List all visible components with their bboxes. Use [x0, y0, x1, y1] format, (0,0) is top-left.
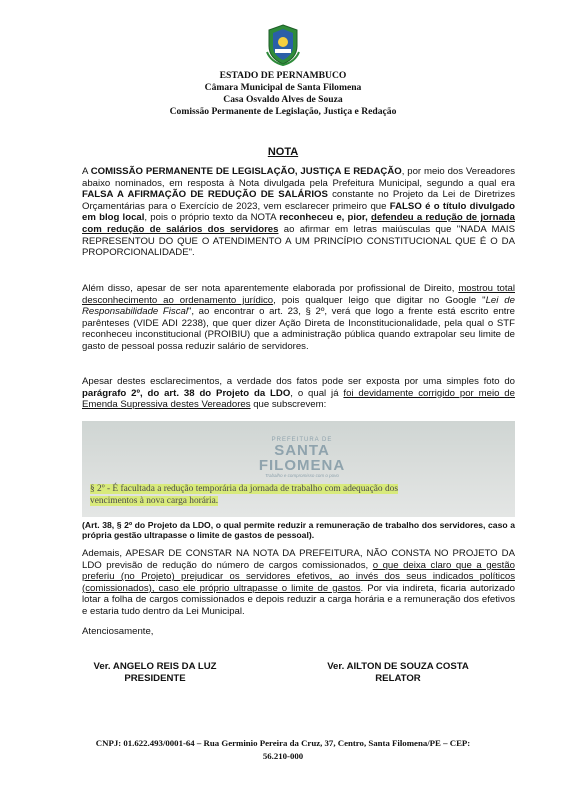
municipal-crest-icon [263, 22, 303, 66]
paragraph-1: A COMISSÃO PERMANENTE DE LEGISLAÇÃO, JUSTIÇA E REDAÇÃO, por meio dos Vereadores abaixo nominados, em resposta à Nota divulgada pela Prefeitura Municipal, segundo a qual era FALSA A AFIRMAÇÃO DE REDUÇÃO DE SALÁRIOS constante no Projeto da Lei de Diretrizes Orçamentárias para o Exercício de 2023, vem esclarecer primeiro que FALSO é o título divulgado em blog local, pois o próprio texto da NOTA reconheceu e, pior, defendeu a redução de jornada com redução de salários dos servidores ao afirmar em letras maiúsculas que "NADA MAIS REPRESENTOU DO QUE O ATENDIMENTO A UM PRINCÍPIO CONSTITUCIONAL QUE É O DA PROPORCIONALIDADE". [82, 166, 515, 259]
header-chamber: Câmara Municipal de Santa Filomena [204, 82, 362, 93]
closing: Atenciosamente, [82, 626, 154, 637]
signature-president: Ver. ANGELO REIS DA LUZ PRESIDENTE [93, 661, 217, 684]
article-excerpt: § 2º - É facultada a redução temporária da jornada de trabalho com adequação dos vencimentos à nova carga horária. [90, 484, 398, 506]
header-commission: Comissão Permanente de Legislação, Justiça e Redação [169, 106, 397, 117]
header-house: Casa Osvaldo Alves de Souza [223, 94, 343, 105]
footer-address: CNPJ: 01.622.493/0001-64 – Rua Germinio Pereira da Cruz, 37, Centro, Santa Filomena/PE – CEP: 56.210-000 [95, 738, 471, 761]
header-state: ESTADO DE PERNAMBUCO [219, 70, 347, 81]
letterhead [0, 70, 566, 118]
paragraph-4: Ademais, APESAR DE CONSTAR NA NOTA DA PREFEITURA, NÃO CONSTA NO PROJETO DA LDO previsão de redução do número de cargos comissionados, o que deixa claro que a gestão preferiu (no Projeto) prejudicar os servidores efetivos, ao invés dos seus indicados políticos (comissionados), caso ele próprio ultrapasse o limite de gastos. Por via indireta, ficaria autorizado lotar a folha de cargos comissionados e depois reduzir a carga horária e a remuneração dos efetivos e estaria tudo dentro da Lei Municipal. [82, 548, 515, 617]
paragraph-3: Apesar destes esclarecimentos, a verdade dos fatos pode ser exposta por uma simples foto do parágrafo 2º, do art. 38 do Projeto da LDO, o qual já foi devidamente corrigido por meio de Emenda Supressiva destes Vereadores que subscrevem: [82, 376, 515, 411]
photo-caption: (Art. 38, § 2º do Projeto da LDO, o qual permite reduzir a remuneração de trabalho dos servidores, caso a própria gestão ultrapasse o limite de gastos de pessoal). [82, 520, 515, 541]
paragraph-2: Além disso, apesar de ser nota aparentemente elaborada por profissional de Direito, mostrou total desconhecimento ao ordenamento jurídico, pois qualquer leigo que digitar no Google "Lei de Responsabilidade Fiscal", ao encontrar o art. 23, § 2º, verá que logo a frente está escrito entre parênteses (VIDE ADI 2238), que quer dizer Ação Direta de Inconstitucionalidade, pela qual o STF reconheceu inconstitucional (PROIBIU) que a administração pública quando extrapolar seu limite de gasto de pessoal possa reduzir salário de servidores. [82, 283, 516, 352]
prefeitura-logo: PREFEITURA DE SANTA FILOMENA Trabalho e compromisso com o povo [258, 437, 346, 478]
signature-rapporteur: Ver. AILTON DE SOUZA COSTA RELATOR [327, 661, 469, 684]
document-title: NOTA [267, 146, 299, 158]
ldo-excerpt-photo [82, 421, 515, 517]
